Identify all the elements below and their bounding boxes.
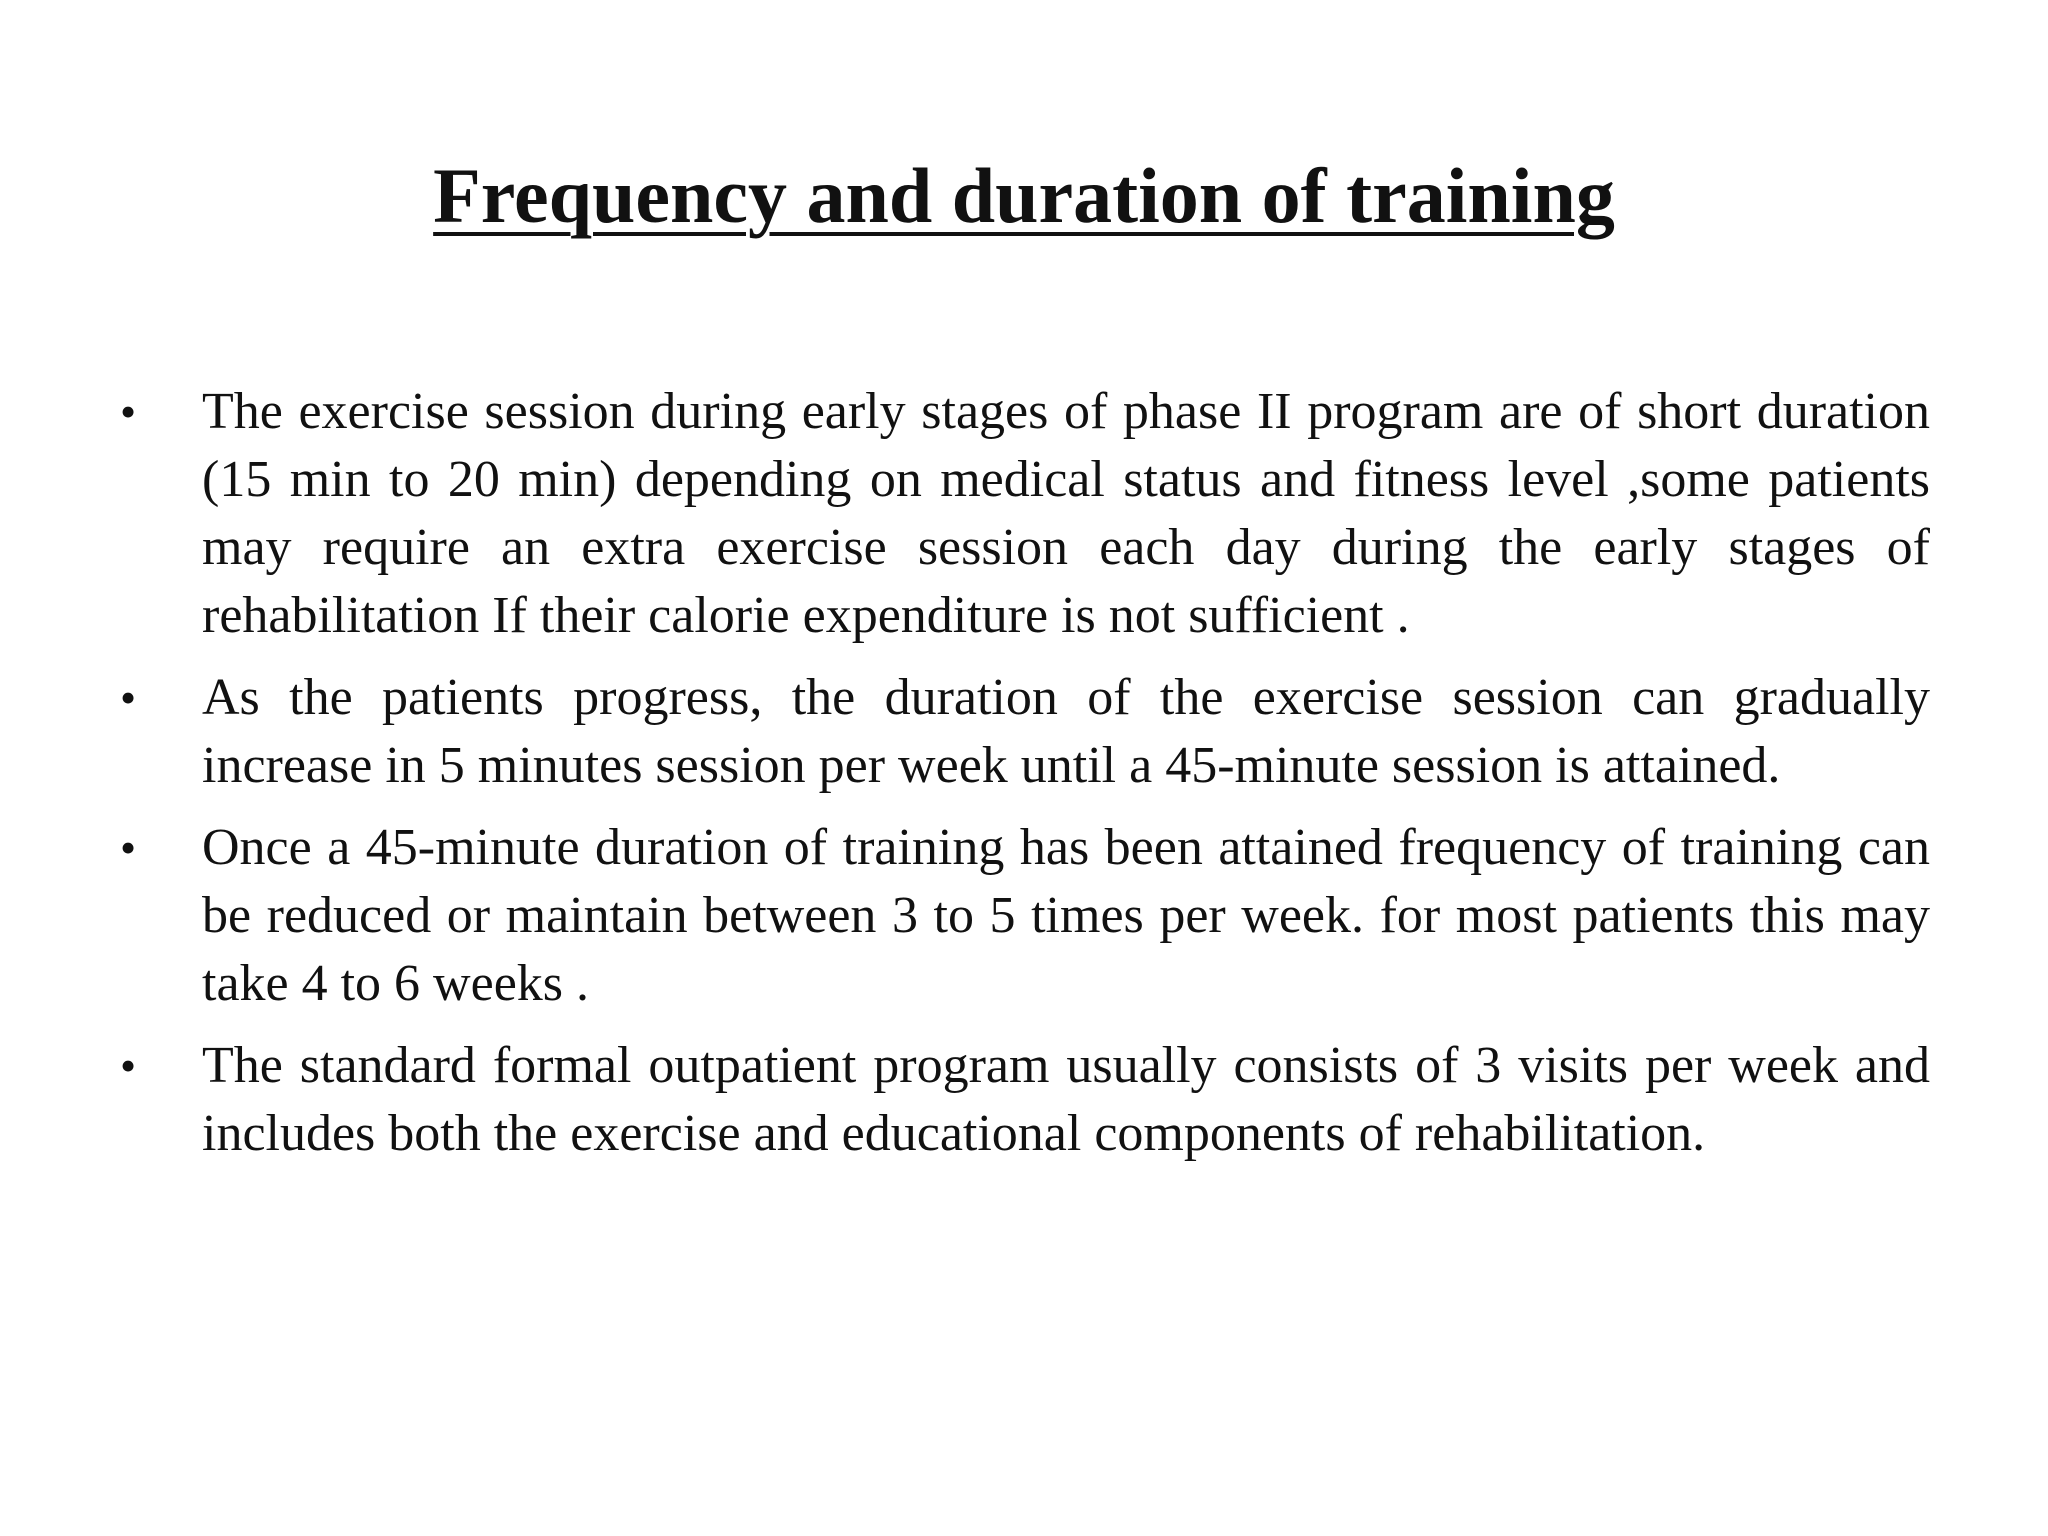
slide-title bbox=[0, 150, 2048, 242]
bullet-icon: • bbox=[120, 1040, 137, 1091]
bullet-icon: • bbox=[120, 672, 137, 723]
bullet-icon: • bbox=[120, 822, 137, 873]
bullet-item bbox=[120, 1032, 1930, 1168]
bullet-item bbox=[120, 378, 1930, 650]
bullet-item bbox=[120, 664, 1930, 800]
bullet-item bbox=[120, 814, 1930, 1018]
bullet-text: Once a 45-minute duration of training has been attained frequency of training can be reduced or maintain between 3 to 5 times per week. for most patients this may take 4 to 6 weeks . bbox=[202, 819, 1930, 1012]
bullet-text: The exercise session during early stages of phase II program are of short duration (15 min to 20 min) depending on medical status and fitness level ,some patients may require an extra exercise session each day during the early stages of rehabilitation If their calorie expenditure is not sufficient . bbox=[202, 383, 1930, 644]
bullet-icon: • bbox=[120, 386, 137, 437]
bullet-text: The standard formal outpatient program usually consists of 3 visits per week and includes both the exercise and educational components of rehabilitation. bbox=[202, 1037, 1930, 1162]
bullet-list bbox=[120, 378, 1930, 1182]
bullet-text: As the patients progress, the duration of the exercise session can gradually increase in 5 minutes session per week until a 45-minute session is attained. bbox=[202, 669, 1930, 794]
slide-title-text: Frequency and duration of training bbox=[433, 152, 1615, 239]
